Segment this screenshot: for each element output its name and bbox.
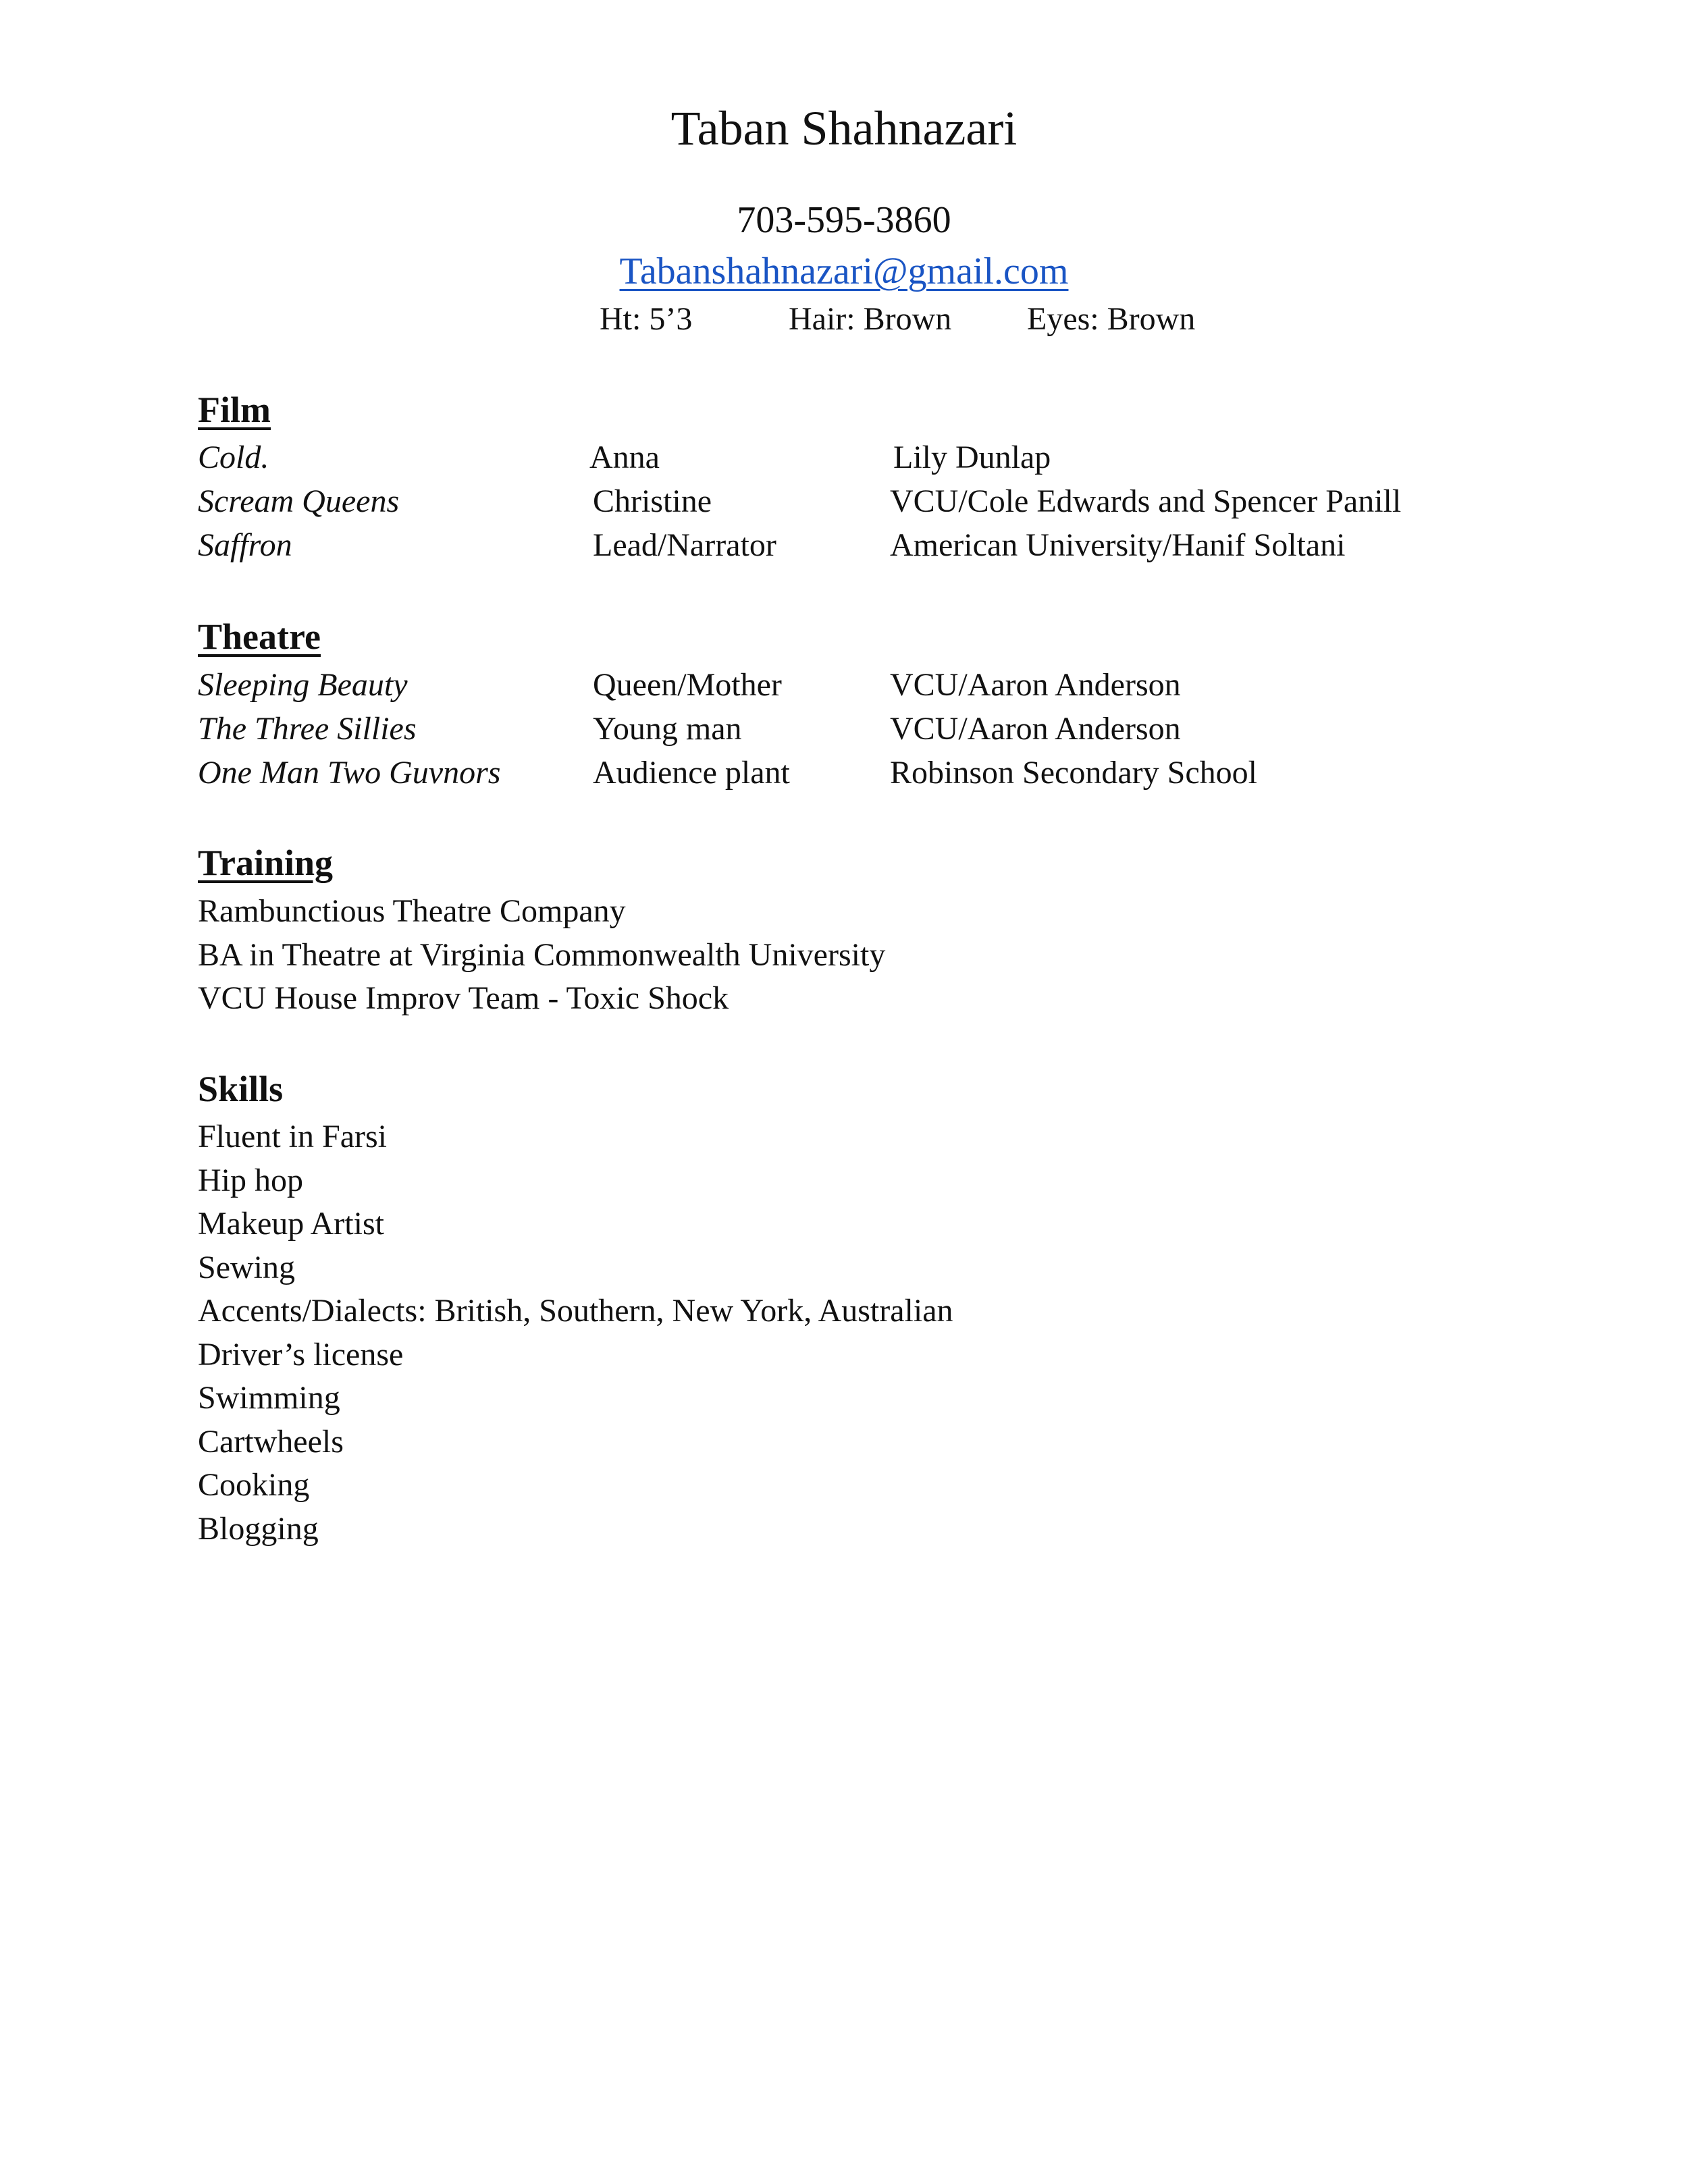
skills-list xyxy=(198,1115,953,1551)
skill-item: Fluent in Farsi xyxy=(198,1119,388,1154)
theatre-heading: Theatre xyxy=(198,616,321,657)
theatre-role: Audience plant xyxy=(593,755,790,791)
training-heading: Training xyxy=(198,843,334,883)
eyes-stat: Eyes: Brown xyxy=(1027,301,1196,337)
theatre-row xyxy=(198,663,1514,707)
training-item: VCU House Improv Team - Toxic Shock xyxy=(198,980,729,1016)
theatre-role: Young man xyxy=(593,711,742,747)
film-row xyxy=(198,523,1514,567)
film-role: Christine xyxy=(593,483,712,519)
skill-item: Cartwheels xyxy=(198,1423,344,1460)
email-link[interactable]: Tabanshahnazari@gmail.com xyxy=(619,250,1069,292)
training-item: BA in Theatre at Virginia Commonwealth University xyxy=(198,936,886,973)
training-item: Rambunctious Theatre Company xyxy=(198,893,626,929)
hair-stat: Hair: Brown xyxy=(789,301,952,337)
training-list xyxy=(198,890,885,1021)
skill-item: Makeup Artist xyxy=(198,1206,384,1242)
height-stat: Ht: 5’3 xyxy=(600,301,693,337)
film-title: Cold. xyxy=(198,440,269,475)
film-title: Scream Queens xyxy=(198,483,400,519)
theatre-credits xyxy=(198,663,1514,795)
skill-item: Cooking xyxy=(198,1467,310,1503)
physical-stats xyxy=(0,296,1688,343)
film-row xyxy=(198,479,1514,523)
skill-item: Swimming xyxy=(198,1380,340,1416)
skill-item: Accents/Dialects: British, Southern, New York, Australian xyxy=(198,1293,953,1329)
skill-item: Sewing xyxy=(198,1249,295,1285)
film-row xyxy=(198,435,1514,479)
film-role: Anna xyxy=(589,440,660,475)
email-line xyxy=(0,246,1688,297)
theatre-row xyxy=(198,707,1514,751)
film-credits xyxy=(198,435,1514,567)
theatre-title: The Three Sillies xyxy=(198,711,417,747)
skill-item: Hip hop xyxy=(198,1162,303,1198)
film-director: VCU/Cole Edwards and Spencer Panill xyxy=(890,483,1402,519)
phone-number: 703-595-3860 xyxy=(737,199,951,241)
theatre-director: VCU/Aaron Anderson xyxy=(890,667,1181,703)
film-director: Lily Dunlap xyxy=(893,440,1051,475)
film-heading: Film xyxy=(198,390,271,430)
theatre-director: Robinson Secondary School xyxy=(890,755,1257,791)
film-title: Saffron xyxy=(198,527,292,563)
theatre-title: Sleeping Beauty xyxy=(198,667,408,703)
theatre-role: Queen/Mother xyxy=(593,667,782,703)
applicant-name: Taban Shahnazari xyxy=(670,101,1018,155)
film-director: American University/Hanif Soltani xyxy=(890,527,1346,563)
theatre-row xyxy=(198,751,1514,795)
theatre-director: VCU/Aaron Anderson xyxy=(890,711,1181,747)
theatre-title: One Man Two Guvnors xyxy=(198,755,501,791)
skill-item: Driver’s license xyxy=(198,1336,404,1373)
skills-heading: Skills xyxy=(198,1069,284,1109)
skill-item: Blogging xyxy=(198,1510,319,1547)
film-role: Lead/Narrator xyxy=(593,527,776,563)
